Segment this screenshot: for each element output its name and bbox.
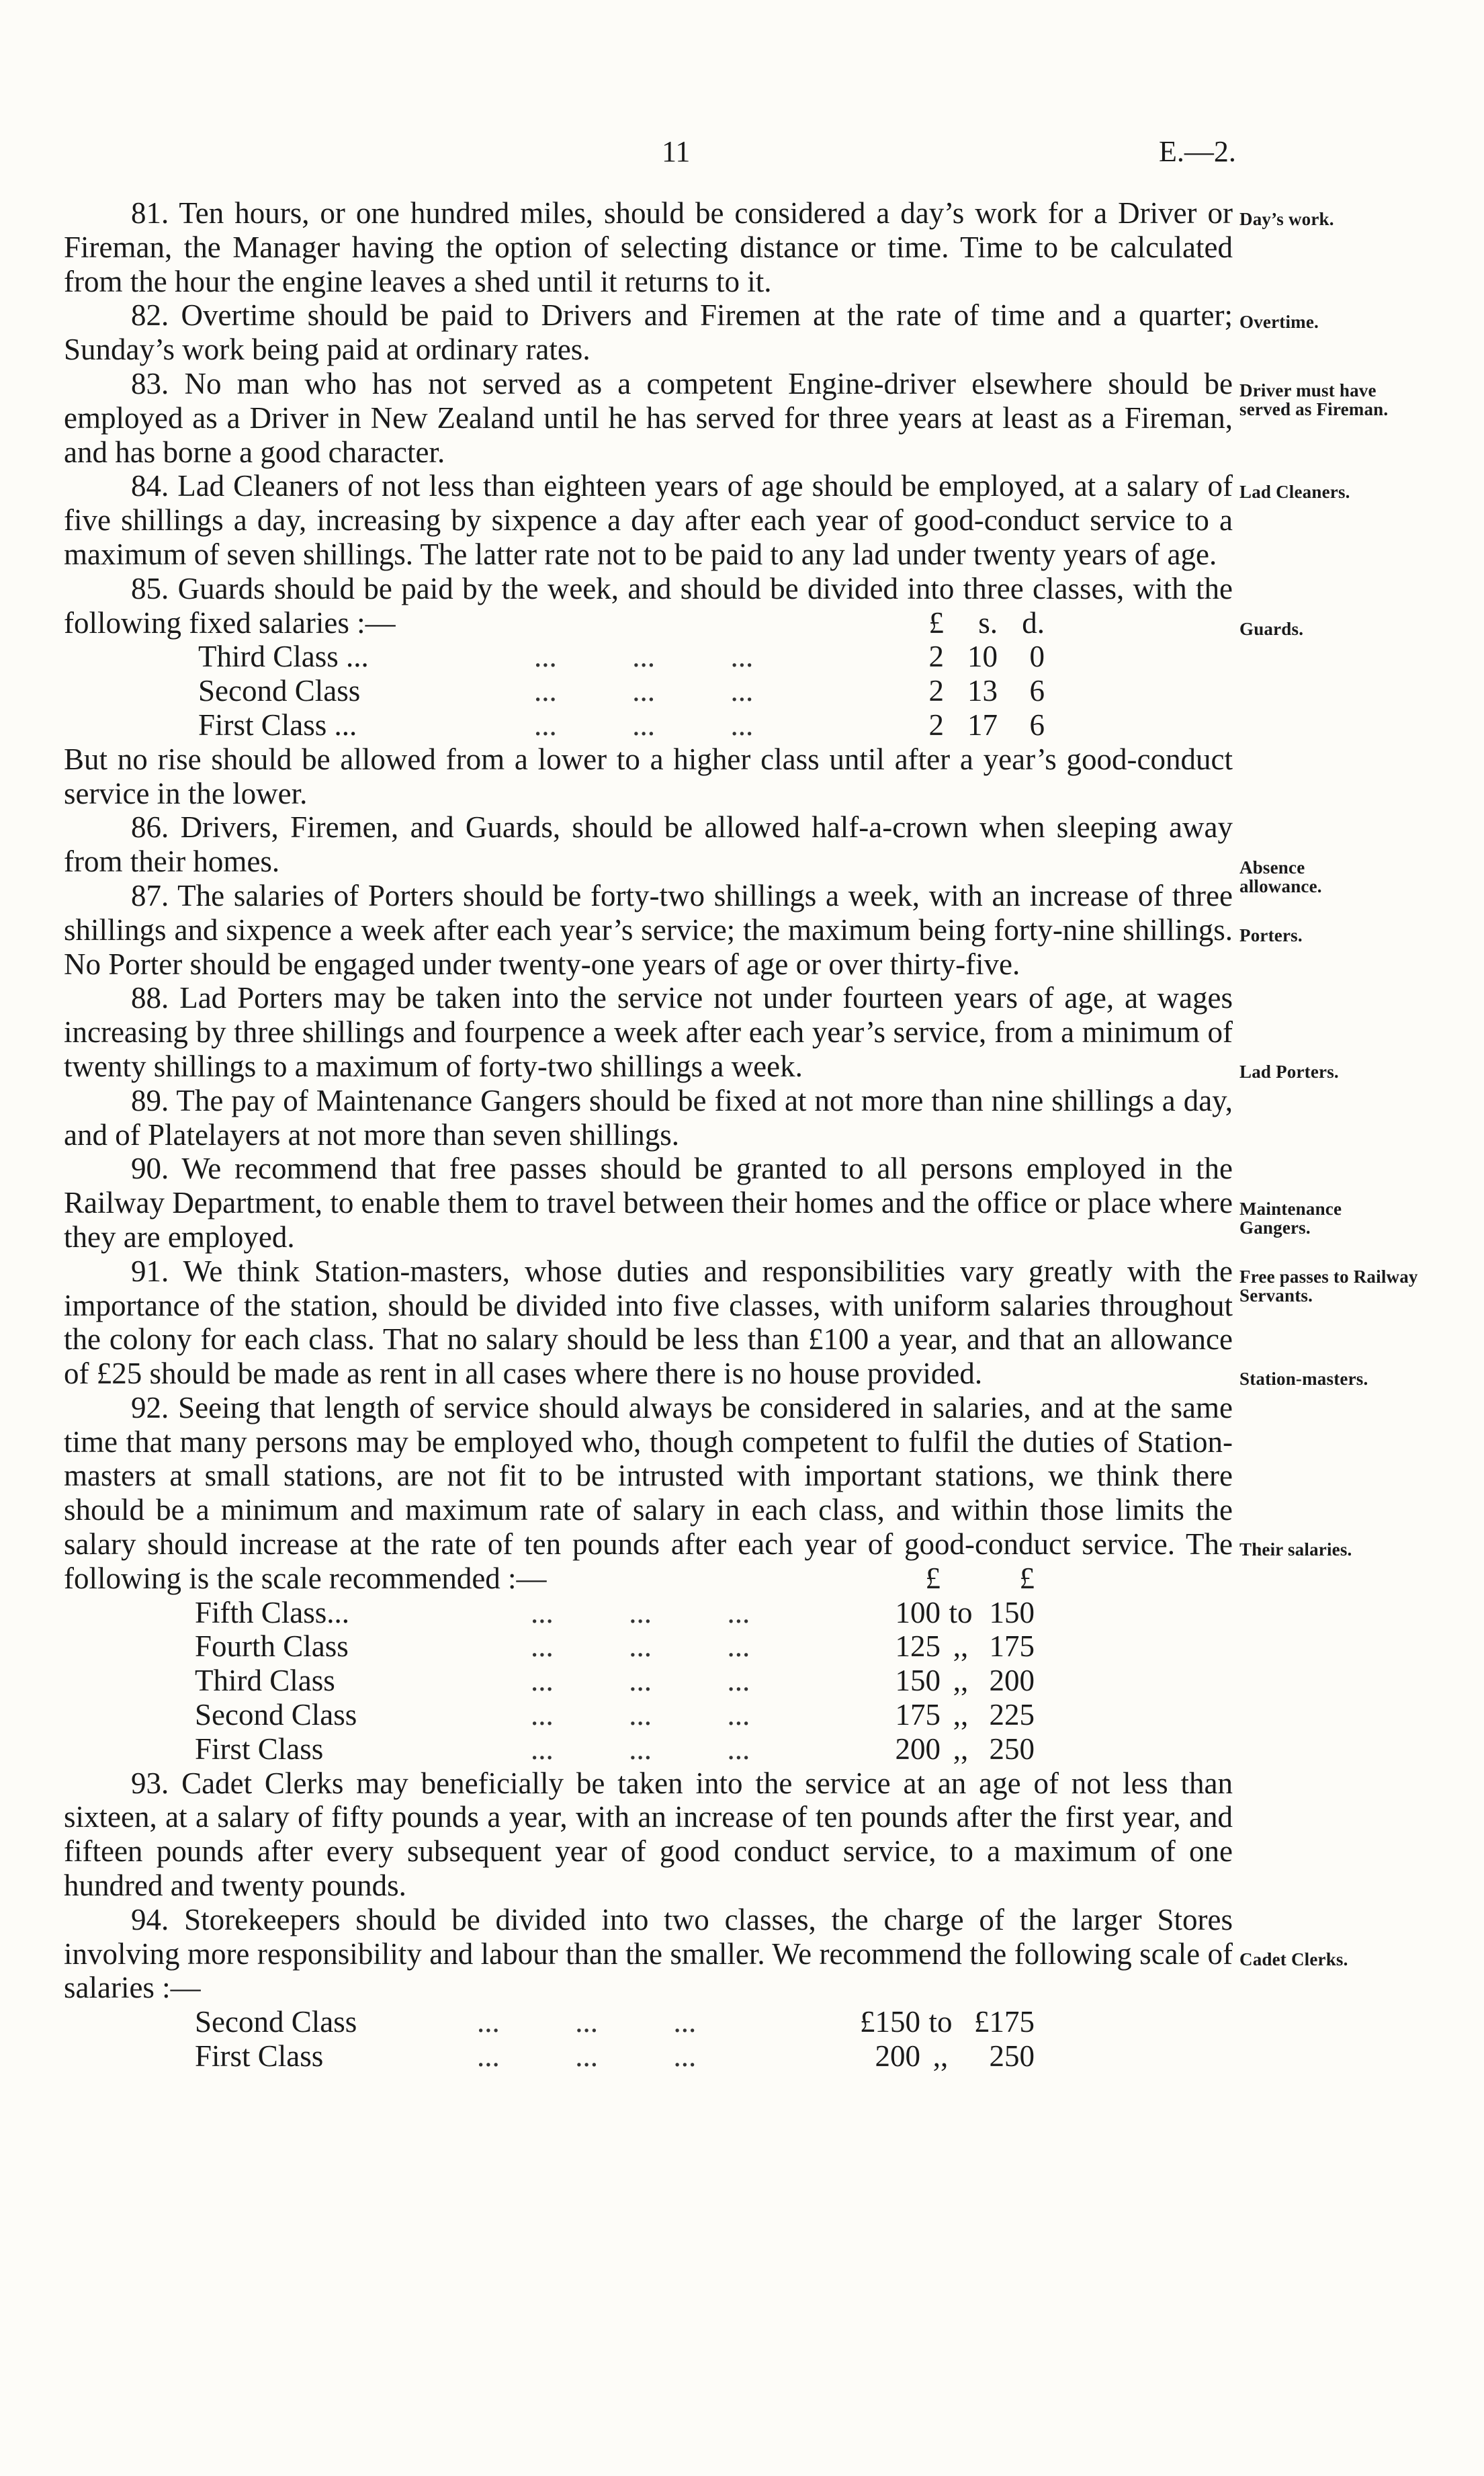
leader-dots: ... ... ... bbox=[534, 674, 754, 708]
leader-dots: ... ... ... bbox=[534, 708, 754, 742]
header-shillings: s. bbox=[978, 605, 998, 640]
main-text bbox=[64, 196, 1233, 2074]
min-value: 150 bbox=[895, 1664, 941, 1698]
header-pence: d. bbox=[1022, 605, 1045, 640]
header-pounds: £ bbox=[928, 605, 944, 640]
pence-value: 0 bbox=[1029, 640, 1045, 674]
min-value: 200 bbox=[875, 2039, 920, 2074]
range-separator: ,, bbox=[953, 1698, 969, 1732]
margin-note-guards: Guards. bbox=[1239, 619, 1304, 639]
row-label: Second Class bbox=[198, 674, 361, 708]
paragraph-81: 81. Ten hours, or one hundred miles, should be considered a day’s work for a Driver or Fireman, the Manager having the option of selecting distance or time. Time to be calculated from the hour the engine leaves a shed until it returns to it. bbox=[64, 196, 1233, 298]
pence-value: 6 bbox=[1029, 708, 1045, 742]
paragraph-83: 83. No man who has not served as a competent Engine-driver elsewhere should be employed as a Driver in New Zealand until he has served for three years at least as a Fireman, and has borne a good character. bbox=[64, 366, 1233, 469]
margin-note-maintenance: Maintenance Gangers. bbox=[1239, 1199, 1342, 1238]
row-label: First Class bbox=[195, 1732, 324, 1766]
max-value: 225 bbox=[989, 1698, 1035, 1732]
margin-note-porters: Porters. bbox=[1239, 925, 1303, 945]
paragraph-94: 94. Storekeepers should be divided into two classes, the charge of the larger Stores involving more responsibility and labour than the smaller. We recommend the following scale of salaries :— bbox=[64, 1902, 1233, 2005]
margin-note-lad-cleaners: Lad Cleaners. bbox=[1239, 482, 1350, 502]
table-row bbox=[198, 674, 1045, 708]
row-label: Second Class bbox=[195, 1698, 357, 1732]
max-value: 250 bbox=[989, 2039, 1035, 2074]
pounds-value: 2 bbox=[928, 674, 944, 708]
leader-dots: ... ... ... bbox=[534, 640, 754, 674]
row-label: Third Class bbox=[195, 1664, 335, 1698]
min-value: 200 bbox=[895, 1732, 941, 1766]
row-label: Third Class ... bbox=[198, 640, 369, 674]
paragraph-85-continued: But no rise should be allowed from a lower to a higher class until after a year’s good-conduct service in the lower. bbox=[64, 742, 1233, 810]
margin-note-driver: Driver must have served as Fireman. bbox=[1239, 380, 1389, 419]
min-value: 125 bbox=[895, 1629, 941, 1664]
range-separator: ,, bbox=[932, 2039, 949, 2074]
table-row bbox=[195, 2005, 1035, 2039]
row-label: First Class bbox=[195, 2039, 324, 2074]
max-value: 250 bbox=[989, 1732, 1035, 1766]
document-reference: E.—2. bbox=[1159, 135, 1236, 168]
margin-note-overtime: Overtime. bbox=[1239, 312, 1319, 332]
leader-dots: ... ... ... bbox=[531, 1595, 750, 1629]
row-label: Fourth Class bbox=[195, 1629, 349, 1664]
range-separator: ,, bbox=[953, 1664, 969, 1698]
table-row bbox=[195, 2039, 1035, 2074]
shillings-value: 10 bbox=[967, 640, 998, 674]
min-value: £150 bbox=[860, 2005, 920, 2039]
table-row bbox=[195, 1596, 1035, 1630]
row-label: Second Class bbox=[195, 2005, 357, 2039]
paragraph-91: 91. We think Station-masters, whose duties and responsibilities vary greatly with the importance of the station, should be divided into five classes, with uniform salaries throughout the colony for each class. That no salary should be less than £100 a year, and that an allowance of £25 should be made as rent in all cases where there is no house provided. bbox=[64, 1254, 1233, 1391]
leader-dots: ... ... ... bbox=[477, 2005, 697, 2039]
row-label: First Class ... bbox=[198, 708, 357, 742]
pence-value: 6 bbox=[1029, 674, 1045, 708]
shillings-value: 13 bbox=[967, 674, 998, 708]
table-row bbox=[195, 1732, 1035, 1766]
paragraph-90: 90. We recommend that free passes should be granted to all persons employed in the Railway Department, to enable them to travel between their homes and the office or place where they are employed. bbox=[64, 1152, 1233, 1254]
range-separator: ,, bbox=[953, 1732, 969, 1766]
leader-dots: ... ... ... bbox=[531, 1629, 750, 1664]
paragraph-85: 85. Guards should be paid by the week, and should be divided into three classes, with the following fixed salaries :— bbox=[64, 571, 1233, 640]
max-value: 200 bbox=[989, 1664, 1035, 1698]
table-row bbox=[195, 1629, 1035, 1664]
leader-dots: ... ... ... bbox=[531, 1698, 750, 1732]
paragraph-89: 89. The pay of Maintenance Gangers should be fixed at not more than nine shillings a day, and of Platelayers at not more than seven shillings. bbox=[64, 1083, 1233, 1152]
page-number: 11 bbox=[662, 135, 691, 168]
paragraph-86: 86. Drivers, Firemen, and Guards, should be allowed half-a-crown when sleeping away from their homes. bbox=[64, 810, 1233, 879]
margin-note-days-work: Day’s work. bbox=[1239, 209, 1334, 229]
range-separator: to bbox=[949, 1595, 973, 1629]
margin-note-absence: Absence allowance. bbox=[1239, 857, 1322, 896]
leader-dots: ... ... ... bbox=[531, 1664, 750, 1698]
max-value: £175 bbox=[974, 2005, 1035, 2039]
paragraph-82: 82. Overtime should be paid to Drivers and Firemen at the rate of time and a quarter; Sunday’s work being paid at ordinary rates. bbox=[64, 298, 1233, 367]
paragraph-92: 92. Seeing that length of service should always be considered in salaries, and at the same time that many persons may be employed who, though competent to fulfil the duties of Station-masters at small stations, are not fit to be intrusted with important stations, we think there should be a minimum and maximum rate of salary in each class, and within those limits the salary should increase at the rate of ten pounds after each year of good-conduct service. The following is the scale recommended :— bbox=[64, 1390, 1233, 1595]
max-value: 150 bbox=[989, 1595, 1035, 1629]
paragraph-88: 88. Lad Porters may be taken into the service not under fourteen years of age, at wages increasing by three shillings and fourpence a week after each year’s service, from a minimum of twenty shillings to a maximum of forty-two shillings a week. bbox=[64, 981, 1233, 1083]
margin-note-cadet-clerks: Cadet Clerks. bbox=[1239, 1949, 1348, 1969]
leader-dots: ... ... ... bbox=[531, 1732, 750, 1766]
table-row bbox=[195, 1664, 1035, 1698]
max-value: 175 bbox=[989, 1629, 1035, 1664]
margin-note-station-masters: Station-masters. bbox=[1239, 1369, 1368, 1389]
header-max-pounds: £ bbox=[1019, 1561, 1035, 1595]
leader-dots: ... ... ... bbox=[477, 2039, 697, 2074]
margin-note-their-salaries: Their salaries. bbox=[1239, 1539, 1352, 1560]
range-separator: to bbox=[928, 2005, 953, 2039]
shillings-value: 17 bbox=[967, 708, 998, 742]
table-row bbox=[195, 1698, 1035, 1732]
margin-note-lad-porters: Lad Porters. bbox=[1239, 1062, 1339, 1082]
paragraph-87: 87. The salaries of Porters should be forty-two shillings a week, with an increase of three shillings and sixpence a week after each year’s service; the maximum being forty-nine shillings. No Porter should be engaged under twenty-one years of age or over thirty-five. bbox=[64, 878, 1233, 981]
row-label: Fifth Class... bbox=[195, 1595, 350, 1629]
header-min-pounds: £ bbox=[925, 1561, 941, 1595]
margin-note-free-passes: Free passes to Railway Servants. bbox=[1239, 1267, 1418, 1306]
min-value: 100 bbox=[895, 1595, 941, 1629]
paragraph-93: 93. Cadet Clerks may beneficially be taken into the service at an age of not less than sixteen, at a salary of fifty pounds a year, with an increase of ten pounds after the first year, and fifteen pounds after every subsequent year of good conduct service, to a maximum of one hundred and twenty pounds. bbox=[64, 1766, 1233, 1903]
range-separator: ,, bbox=[953, 1629, 969, 1664]
table-row bbox=[198, 640, 1045, 674]
table-row bbox=[198, 708, 1045, 742]
pounds-value: 2 bbox=[928, 708, 944, 742]
storekeeper-salary-table bbox=[195, 2005, 1035, 2074]
pounds-value: 2 bbox=[928, 640, 944, 674]
paragraph-84: 84. Lad Cleaners of not less than eighteen years of age should be employed, at a salary of five shillings a day, increasing by sixpence a day after each year of good-conduct service to a maximum of seven shillings. The latter rate not to be paid to any lad under twenty years of age. bbox=[64, 469, 1233, 571]
min-value: 175 bbox=[895, 1698, 941, 1732]
